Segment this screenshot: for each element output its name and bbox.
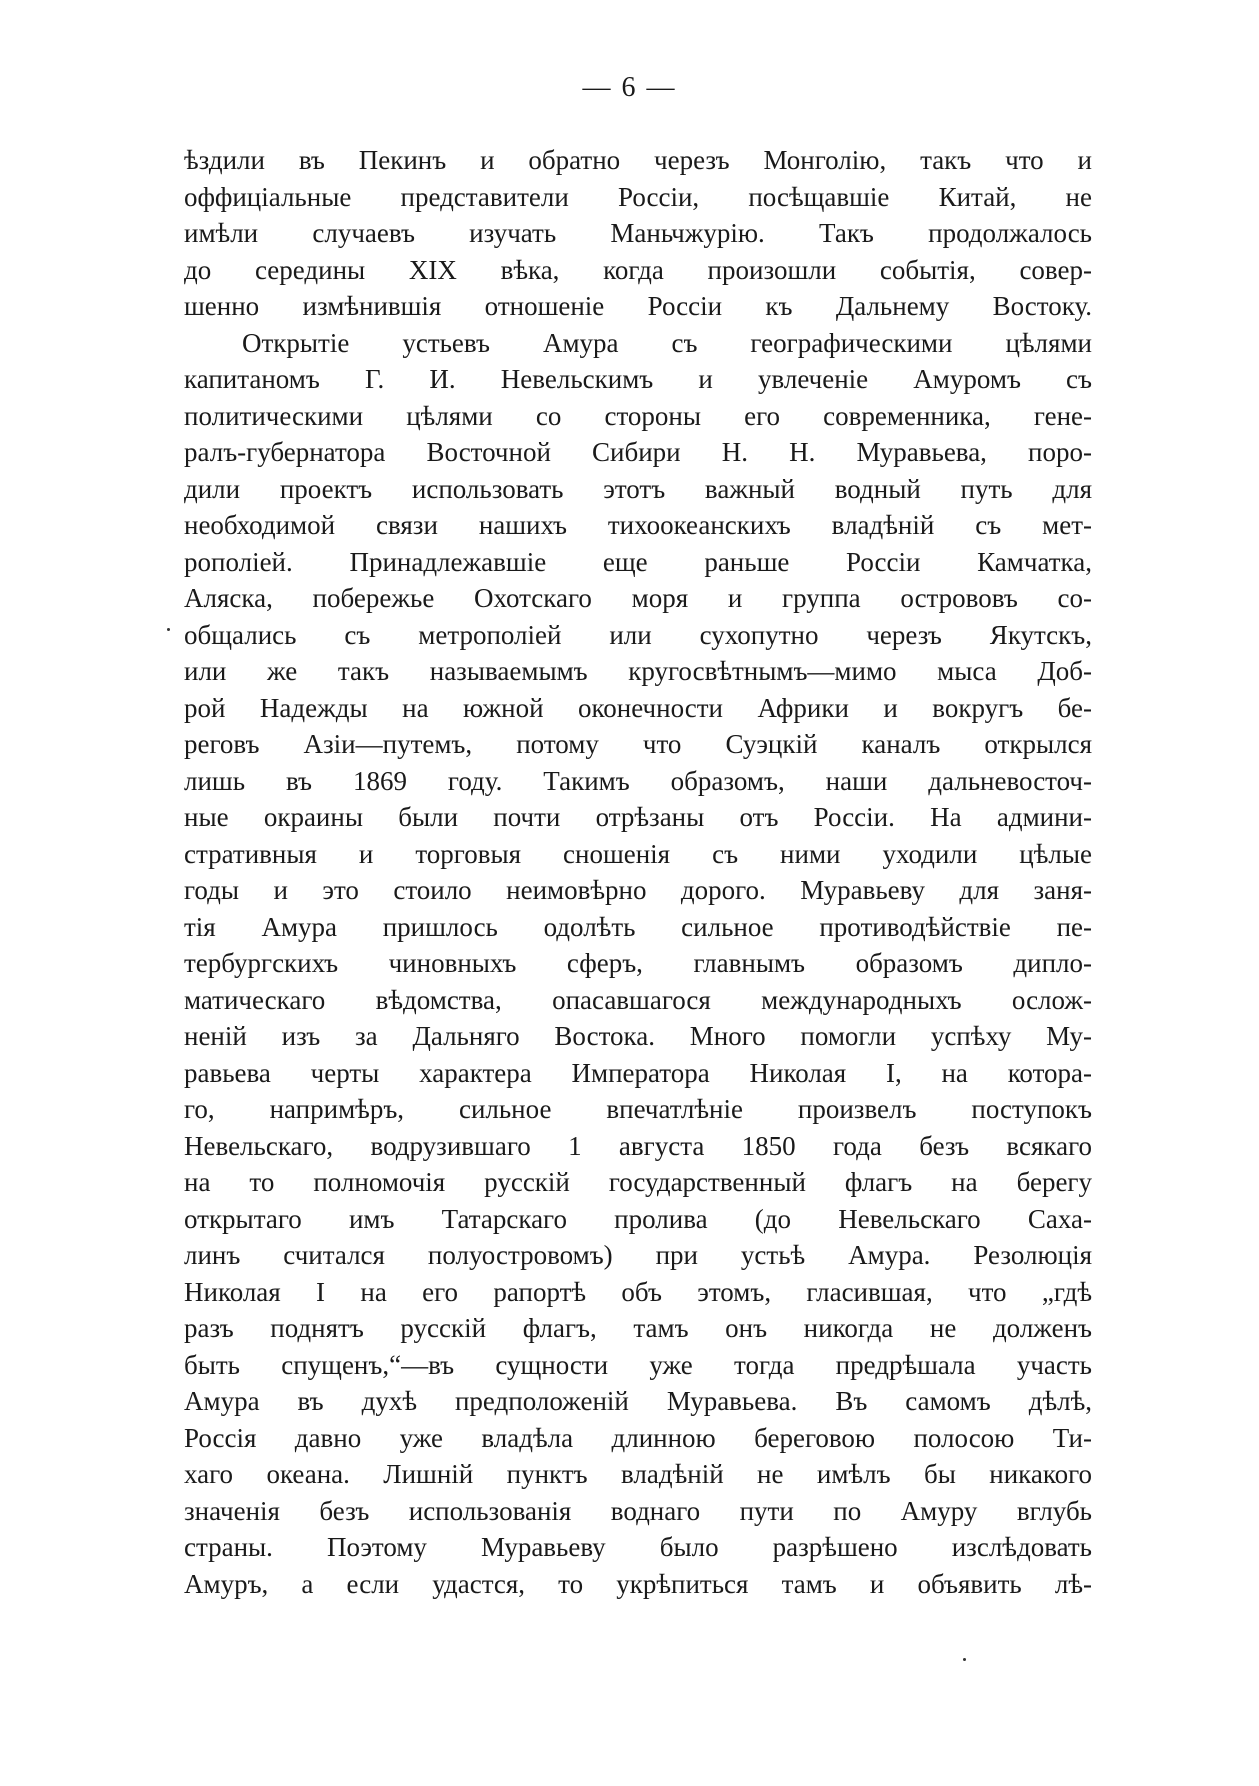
text-line: тія Амура пришлось одолѣть сильное противодѣйствіе пе-	[184, 911, 1092, 942]
text-line: ѣздили въ Пекинъ и обратно черезъ Монголію, такъ что и	[184, 145, 1092, 175]
text-line: или же такъ называемымъ кругосвѣтнымъ—мимо мыса Доб-	[184, 656, 1092, 686]
text-line: быть спущенъ,“—въ сущности уже тогда предрѣшала участь	[184, 1349, 1092, 1380]
text-line: го, напримѣръ, сильное впечатлѣніе произвелъ поступокъ	[184, 1094, 1092, 1124]
text-line: неній изъ за Дальняго Востока. Много помогли успѣху Му-	[184, 1021, 1092, 1051]
text-line: матическаго вѣдомства, опасавшагося международныхъ ослож-	[184, 984, 1092, 1015]
text-line: реговъ Азіи—путемъ, потому что Суэцкій каналъ открылся	[184, 729, 1092, 759]
text-line: рополіей. Принадлежавшіе еще раньше Россіи Камчатка,	[184, 546, 1092, 577]
text-line: Невельскаго, водрузившаго 1 августа 1850 года безъ всякаго	[184, 1130, 1092, 1161]
text-line: Амура въ духѣ предположеній Муравьева. Въ самомъ дѣлѣ,	[184, 1386, 1092, 1416]
text-line: имѣли случаевъ изучать Маньчжурію. Такъ продолжалось	[184, 218, 1092, 248]
text-line: страны. Поэтому Муравьеву было разрѣшено изслѣдовать	[184, 1532, 1092, 1562]
text-line: тербургскихъ чиновныхъ сферъ, главнымъ образомъ дипло-	[184, 948, 1092, 978]
text-line: хаго океана. Лишній пунктъ владѣній не имѣлъ бы никакого	[184, 1459, 1092, 1489]
text-line: рой Надежды на южной оконечности Африки и вокругъ бе-	[184, 692, 1092, 723]
text-line: Россія давно уже владѣла длинною береговою полосою Ти-	[184, 1422, 1092, 1453]
text-line: Аляска, побережье Охотскаго моря и группа острововъ со-	[184, 583, 1092, 613]
text-line: равьева черты характера Императора Николая I, на котора-	[184, 1057, 1092, 1088]
text-line: открытаго имъ Татарскаго пролива (до Невельскаго Саха-	[184, 1203, 1092, 1234]
text-line: дили проектъ использовать этотъ важный водный путь для	[184, 473, 1092, 504]
body-text	[184, 142, 1092, 1602]
page-number: — 6 —	[582, 72, 677, 103]
print-speck	[963, 1658, 966, 1661]
text-line: линъ считался полуостровомъ) при устьѣ Амура. Резолюція	[184, 1240, 1092, 1270]
text-line: разъ поднятъ русскій флагъ, тамъ онъ никогда не долженъ	[184, 1313, 1092, 1343]
text-line: общались съ метрополіей или сухопутно черезъ Якутскъ,	[184, 619, 1092, 650]
text-line: шенно измѣнившія отношеніе Россіи къ Дальнему Востоку.	[184, 291, 1092, 321]
text-line: капитаномъ Г. И. Невельскимъ и увлеченіе Амуромъ съ	[184, 364, 1092, 394]
text-line: лишь въ 1869 году. Такимъ образомъ, наши дальневосточ-	[184, 765, 1092, 796]
text-line: годы и это стоило неимовѣрно дорого. Муравьеву для заня-	[184, 875, 1092, 905]
text-line: Амуръ, а если удастся, то укрѣпиться тамъ и объявить лѣ-	[184, 1568, 1092, 1599]
print-speck	[167, 628, 170, 631]
text-line: до середины XIX вѣка, когда произошли событія, совер-	[184, 254, 1092, 285]
paragraph-start-line: Открытіе устьевъ Амура съ географическими цѣлями	[242, 327, 1092, 358]
text-line: Николая I на его рапортѣ объ этомъ, гласившая, что „гдѣ	[184, 1276, 1092, 1307]
text-line: на то полномочія русскій государственный флагъ на берегу	[184, 1167, 1092, 1197]
text-line: оффиціальные представители Россіи, посѣщавшіе Китай, не	[184, 181, 1092, 212]
text-line: ралъ-губернатора Восточной Сибири Н. Н. Муравьева, поро-	[184, 437, 1092, 467]
text-line: стративныя и торговыя сношенія съ ними уходили цѣлые	[184, 838, 1092, 869]
text-line: необходимой связи нашихъ тихоокеанскихъ владѣній съ мет-	[184, 510, 1092, 540]
text-line: политическими цѣлями со стороны его современника, гене-	[184, 400, 1092, 431]
text-line: ные окраины были почти отрѣзаны отъ Россіи. На админи-	[184, 802, 1092, 832]
text-line: значенія безъ использованія воднаго пути по Амуру вглубь	[184, 1495, 1092, 1526]
